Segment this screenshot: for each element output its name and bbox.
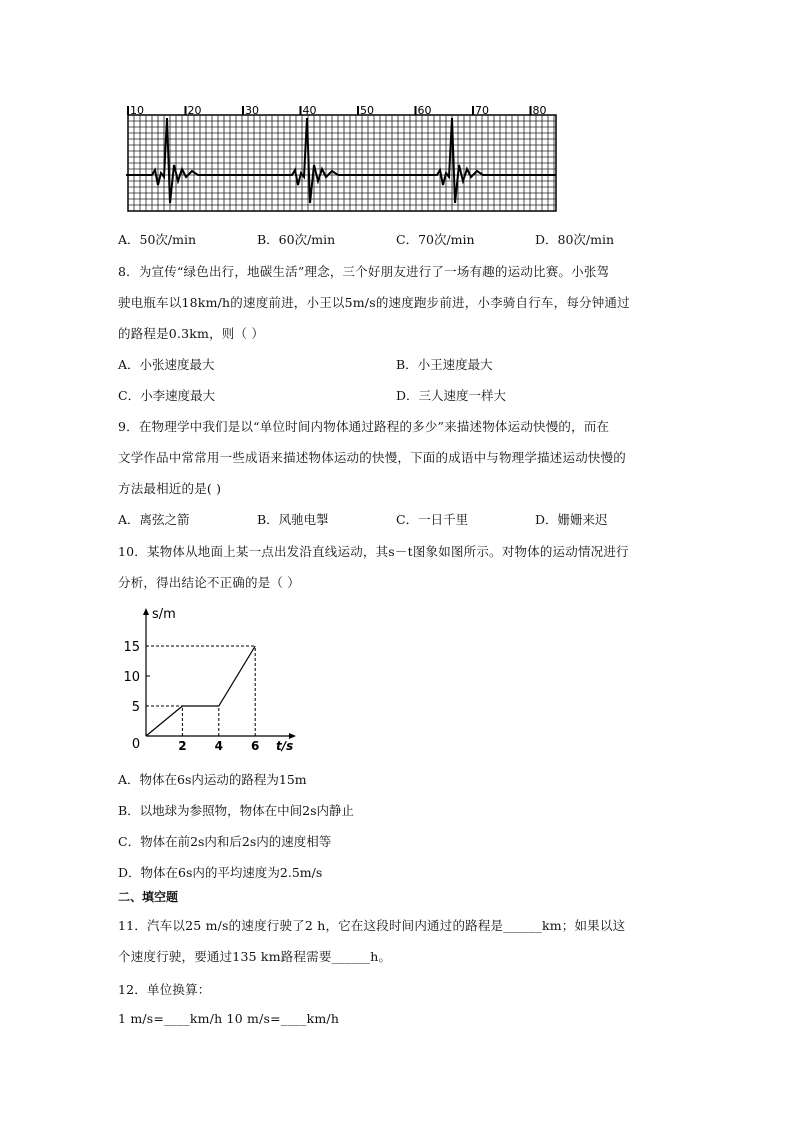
q11-line-2: 个速度行驶，要通过135 km路程需要______h。 (118, 949, 392, 964)
ecg-tick-label: 10 (130, 104, 144, 117)
origin-label: 0 (131, 737, 141, 752)
q10-line-1: 10．某物体从地面上某一点出发沿直线运动，其s－t图象如图所示。对物体的运动情况进行 (118, 544, 629, 559)
q9-option-a: A．离弦之箭 (118, 512, 190, 527)
ecg-tick-label: 30 (245, 104, 259, 117)
ecg-tick-label: 80 (532, 104, 547, 117)
x-tick-label: 2 (178, 739, 187, 753)
ecg-chart (118, 100, 564, 218)
ecg-tick-label: 60 (417, 104, 432, 117)
q10-line-2: 分析，得出结论不正确的是（ ） (118, 575, 300, 590)
q8-option-d: D．三人速度一样大 (396, 388, 507, 403)
q7-option-c: C．70次/min (396, 232, 475, 247)
s-t-graph (118, 600, 308, 760)
q9-line-1: 9．在物理学中我们是以“单位时间内物体通过路程的多少”来描述物体运动快慢的，而在 (118, 419, 610, 434)
ecg-tick-label: 40 (302, 104, 317, 117)
y-tick-label: 10 (123, 670, 140, 685)
q10-option-b: B．以地球为参照物，物体在中间2s内静止 (118, 803, 355, 818)
q7-option-a: A．50次/min (118, 232, 197, 247)
q10-option-a: A．物体在6s内运动的路程为15m (118, 772, 307, 787)
y-tick-label: 5 (131, 700, 140, 715)
ecg-grid (128, 115, 556, 211)
ecg-tick-label: 70 (475, 104, 489, 117)
q7-option-b: B．60次/min (257, 232, 336, 247)
x-tick-label: 4 (214, 739, 223, 753)
q8-line-2: 驶电瓶车以18km/h的速度前进，小王以5m/s的速度跑步前进，小李骑自行车，每分钟通过 (118, 295, 630, 310)
q8-line-1: 8．为宣传“绿色出行，地碳生活”理念，三个好朋友进行了一场有趣的运动比赛。小张驾 (118, 264, 610, 279)
q9-line-3: 方法最相近的是( ) (118, 481, 222, 496)
section-heading: 二、填空题 (118, 890, 179, 904)
q8-option-a: A．小张速度最大 (118, 357, 215, 372)
x-axis-label: t/s (276, 739, 294, 753)
q10-option-c: C．物体在前2s内和后2s内的速度相等 (118, 834, 332, 849)
q12-line: 1 m/s=____km/h 10 m/s=____km/h (118, 1011, 340, 1026)
x-tick-label: 6 (251, 739, 260, 753)
y-axis-arrow (143, 608, 149, 615)
q8-line-3: 的路程是0.3km，则（ ） (118, 326, 265, 341)
q11-line-1: 11．汽车以25 m/s的速度行驶了2 h，它在这段时间内通过的路程是______km；如果以这 (118, 918, 626, 933)
y-tick-label: 15 (123, 640, 140, 655)
q9-option-c: C．一日千里 (396, 512, 469, 527)
q10-option-d: D．物体在6s内的平均速度为2.5m/s (118, 865, 323, 880)
q12-title: 12．单位换算： (118, 982, 211, 997)
q7-option-d: D．80次/min (535, 232, 615, 247)
ecg-tick-label: 50 (360, 104, 374, 117)
q9-option-b: B．风驰电掣 (257, 512, 329, 527)
series-line (146, 646, 255, 736)
q8-option-b: B．小王速度最大 (396, 357, 493, 372)
q9-option-d: D．姗姗来迟 (535, 512, 608, 527)
q9-line-2: 文学作品中常常用一些成语来描述物体运动的快慢，下面的成语中与物理学描述运动快慢的 (118, 450, 627, 465)
y-axis-label: s/m (152, 607, 176, 622)
q8-option-c: C．小李速度最大 (118, 388, 216, 403)
ecg-tick-label: 20 (187, 104, 202, 117)
